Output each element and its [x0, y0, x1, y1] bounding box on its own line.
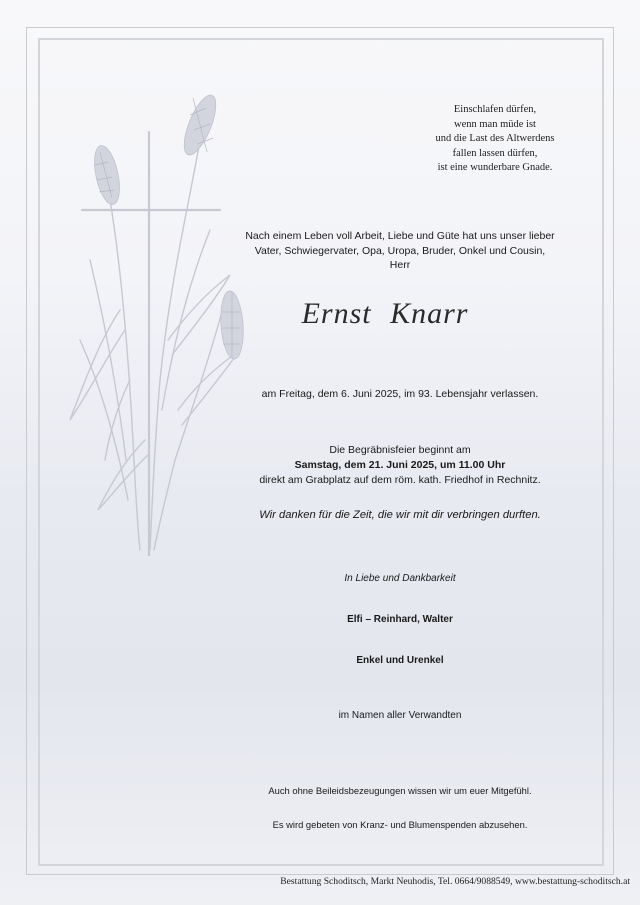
poem-line: fallen lassen dürfen,	[452, 147, 538, 159]
cross-and-wheat-icon	[50, 80, 260, 580]
poem	[405, 103, 585, 176]
relatives-text: im Namen aller Verwandten	[338, 710, 462, 721]
funeral-home-footer: Bestattung Schoditsch, Markt Neuhodis, Tel. 0664/9088549, www.bestattung-schoditsch.at	[280, 876, 630, 887]
funeral-line: Die Begräbnisfeier beginnt am	[329, 444, 471, 456]
closing-love: In Liebe und Dankbarkeit	[344, 573, 456, 584]
intro-text	[220, 229, 580, 273]
flowers-note: Es wird gebeten von Kranz- und Blumenspenden abzusehen.	[272, 819, 528, 830]
mourner-grandchildren: Enkel und Urenkel	[356, 655, 444, 666]
condolence-note: Auch ohne Beileidsbezeugungen wissen wir um euer Mitgefühl.	[268, 785, 532, 796]
intro-line: Herr	[389, 259, 411, 272]
intro-line: Nach einem Leben voll Arbeit, Liebe und Güte hat uns unser lieber	[245, 230, 555, 242]
death-notice: am Freitag, dem 6. Juni 2025, im 93. Lebensjahr verlassen.	[261, 388, 539, 400]
poem-line: Einschlafen dürfen,	[453, 104, 537, 115]
funeral-date: Samstag, dem 21. Juni 2025, um 11.00 Uhr	[294, 459, 506, 471]
poem-line: wenn man müde ist	[454, 118, 536, 130]
funeral-location: direkt am Grabplatz auf dem röm. kath. Friedhof in Rechnitz.	[259, 474, 541, 486]
poem-line: und die Last des Altwerdens	[435, 133, 555, 145]
mourner-family: Elfi – Reinhard, Walter	[347, 614, 453, 625]
deceased-name: Ernst Knarr	[301, 297, 469, 330]
intro-line: Vater, Schwiegervater, Opa, Uropa, Bruder, Onkel und Cousin,	[254, 244, 546, 257]
funeral-info	[200, 443, 600, 488]
poem-line: ist eine wunderbare Gnade.	[437, 162, 553, 174]
thanks-text: Wir danken für die Zeit, die wir mit dir verbringen durften.	[259, 509, 541, 521]
